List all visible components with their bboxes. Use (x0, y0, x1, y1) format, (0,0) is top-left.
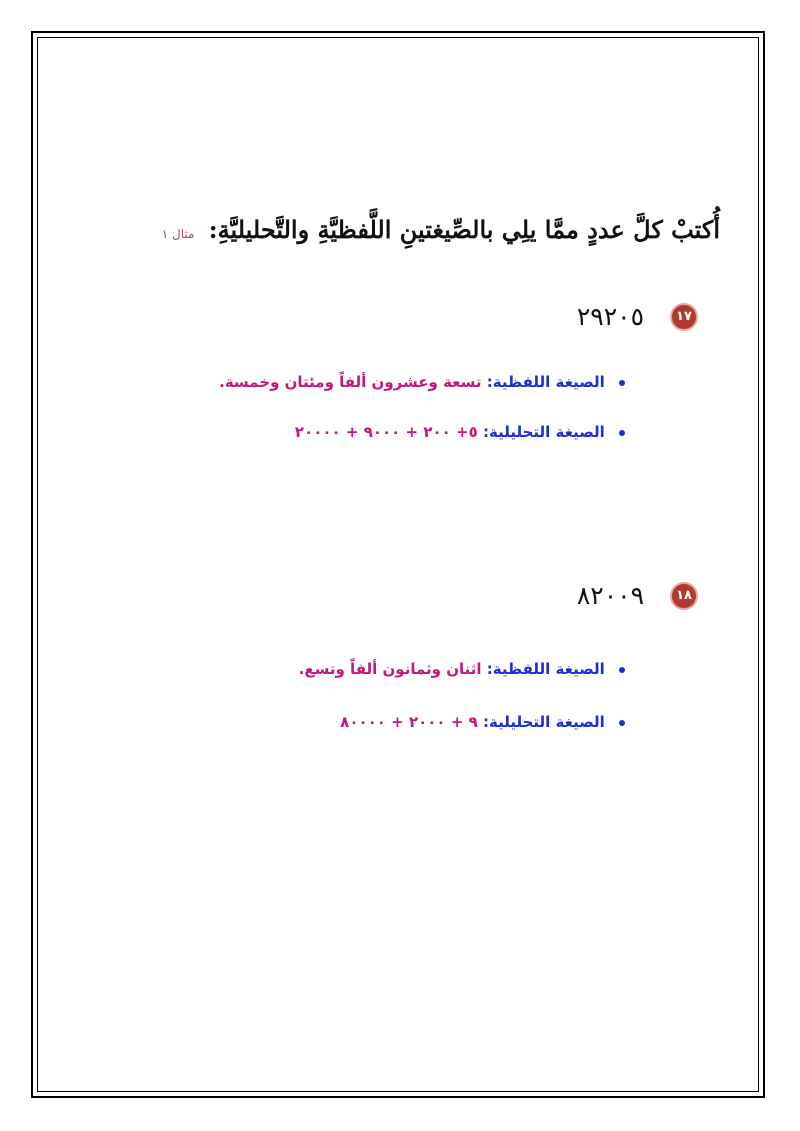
word-form-label: الصيغة اللفظية: (486, 373, 605, 391)
bullet-dot (619, 430, 625, 436)
problem-number-value: ٢٩٢٠٥ (576, 302, 644, 331)
page-border-inner (37, 37, 759, 1092)
word-form-value: اثنان وثمانون ألفاً وتسع. (298, 660, 482, 678)
expanded-form-label: الصيغة التحليلية: (483, 423, 605, 441)
word-form-value: تسعة وعشرون ألفاً ومئتان وخمسة. (219, 373, 482, 391)
bullet-dot (619, 667, 625, 673)
expanded-form-value: ٩ + ٢٠٠٠ + ٨٠٠٠٠ (340, 713, 478, 731)
expanded-form-line-18 (340, 713, 625, 731)
word-form-line-17 (219, 373, 625, 391)
problem-18 (577, 581, 698, 610)
problem-17 (577, 302, 698, 331)
problem-number-badge (670, 303, 698, 331)
badge-label: ١٨ (676, 588, 692, 603)
badge-label: ١٧ (676, 309, 692, 324)
word-form-label: الصيغة اللفظية: (486, 660, 605, 678)
word-form-line-18 (299, 660, 625, 678)
instruction-heading (162, 215, 720, 244)
expanded-form-line-17 (295, 423, 625, 441)
example-reference: مثال ١ (161, 227, 195, 241)
problem-number-badge (670, 582, 698, 610)
bullet-dot (619, 720, 625, 726)
bullet-dot (619, 380, 625, 386)
problem-number-value: ٨٢٠٠٩ (576, 581, 644, 610)
instruction-text: أُكتبْ كلَّ عددٍ ممَّا يلِي بالصِّيغتينِ اللَّفظيَّةِ والتَّحليليَّةِ: (208, 215, 720, 244)
expanded-form-value: ٥+ ٢٠٠ + ٩٠٠٠ + ٢٠٠٠٠ (294, 423, 478, 441)
expanded-form-label: الصيغة التحليلية: (483, 713, 605, 731)
